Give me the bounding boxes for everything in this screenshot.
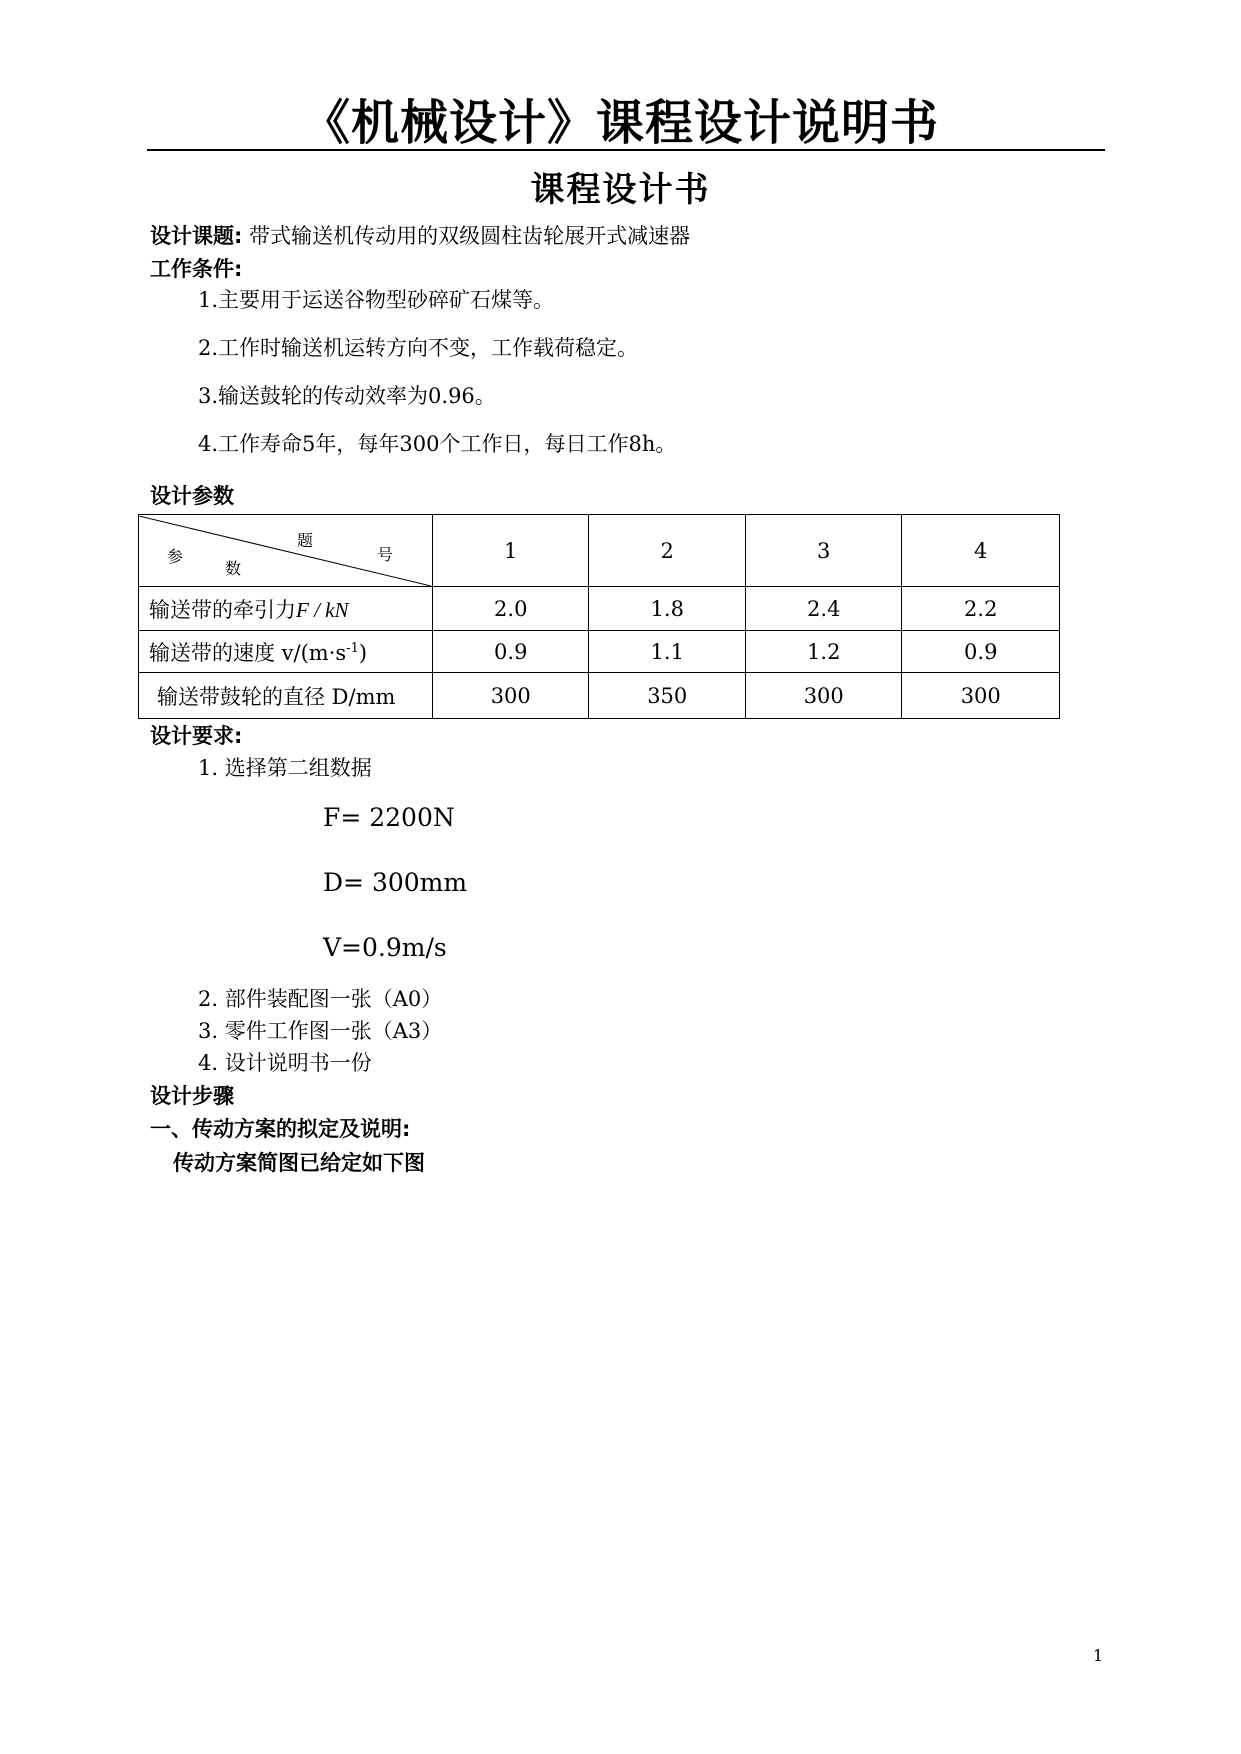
- table-cell: 350: [589, 673, 746, 719]
- table-cell: 0.9: [902, 631, 1060, 673]
- params-table: [138, 514, 1060, 719]
- condition-item: 3.输送鼓轮的传动效率为0.96。: [198, 384, 496, 408]
- column-header: 1: [432, 515, 589, 587]
- condition-item: 1.主要用于运送谷物型砂碎矿石煤等。: [198, 288, 555, 312]
- formula-d: D= 300mm: [323, 868, 468, 897]
- corner-cell: [139, 515, 433, 587]
- steps-label: 设计步骤: [150, 1084, 234, 1108]
- table-cell: 300: [902, 673, 1060, 719]
- corner-shu: 数: [225, 558, 242, 578]
- conditions-label: 工作条件:: [150, 257, 243, 281]
- title-rule: [147, 149, 1105, 151]
- table-cell: 2.0: [432, 587, 589, 631]
- table-cell: 300: [432, 673, 589, 719]
- condition-item: 2.工作时输送机运转方向不变，工作载荷稳定。: [198, 336, 639, 360]
- topic-value: 带式输送机传动用的双级圆柱齿轮展开式减速器: [249, 224, 691, 248]
- corner-hao: 号: [377, 544, 394, 564]
- corner-can: 参: [167, 546, 184, 566]
- table-row: [139, 631, 1060, 673]
- topic-label: 设计课题:: [150, 224, 243, 248]
- column-header: 4: [902, 515, 1060, 587]
- column-header: 3: [745, 515, 902, 587]
- requirement-item: 1. 选择第二组数据: [198, 756, 372, 780]
- document-title: 《机械设计》课程设计说明书: [301, 95, 939, 151]
- table-cell: 300: [745, 673, 902, 719]
- table-cell: 1.1: [589, 631, 746, 673]
- column-header: 2: [589, 515, 746, 587]
- formula-v: V=0.9m/s: [323, 933, 447, 962]
- section-text: 传动方案简图已给定如下图: [173, 1151, 425, 1175]
- section-heading: 一、传动方案的拟定及说明:: [150, 1117, 411, 1141]
- table-cell: 1.2: [745, 631, 902, 673]
- table-cell: 2.4: [745, 587, 902, 631]
- table-row: [139, 673, 1060, 719]
- row-label: 输送带鼓轮的直径 D/mm: [139, 673, 433, 719]
- corner-ti: 题: [297, 530, 314, 550]
- params-label: 设计参数: [150, 484, 234, 508]
- table-cell: 0.9: [432, 631, 589, 673]
- requirements-label: 设计要求:: [150, 724, 243, 748]
- table-cell: 1.8: [589, 587, 746, 631]
- requirement-item: 4. 设计说明书一份: [198, 1051, 372, 1075]
- row-label: 输送带的速度 $v/(m\cdot s^{-1})$: [139, 631, 433, 673]
- table-cell: 2.2: [902, 587, 1060, 631]
- requirement-item: 3. 零件工作图一张（A3）: [198, 1019, 443, 1043]
- table-row: [139, 587, 1060, 631]
- document-subtitle: 课程设计书: [530, 170, 711, 210]
- topic-line: [150, 222, 690, 250]
- page-number: 1: [1093, 1646, 1104, 1665]
- row-label: 输送带的牵引力F / kN: [139, 587, 433, 631]
- condition-item: 4.工作寿命5年，每年300个工作日，每日工作8h。: [198, 432, 677, 456]
- requirement-item: 2. 部件装配图一张（A0）: [198, 987, 443, 1011]
- table-header-row: [139, 515, 1060, 587]
- formula-f: F= 2200N: [323, 803, 455, 832]
